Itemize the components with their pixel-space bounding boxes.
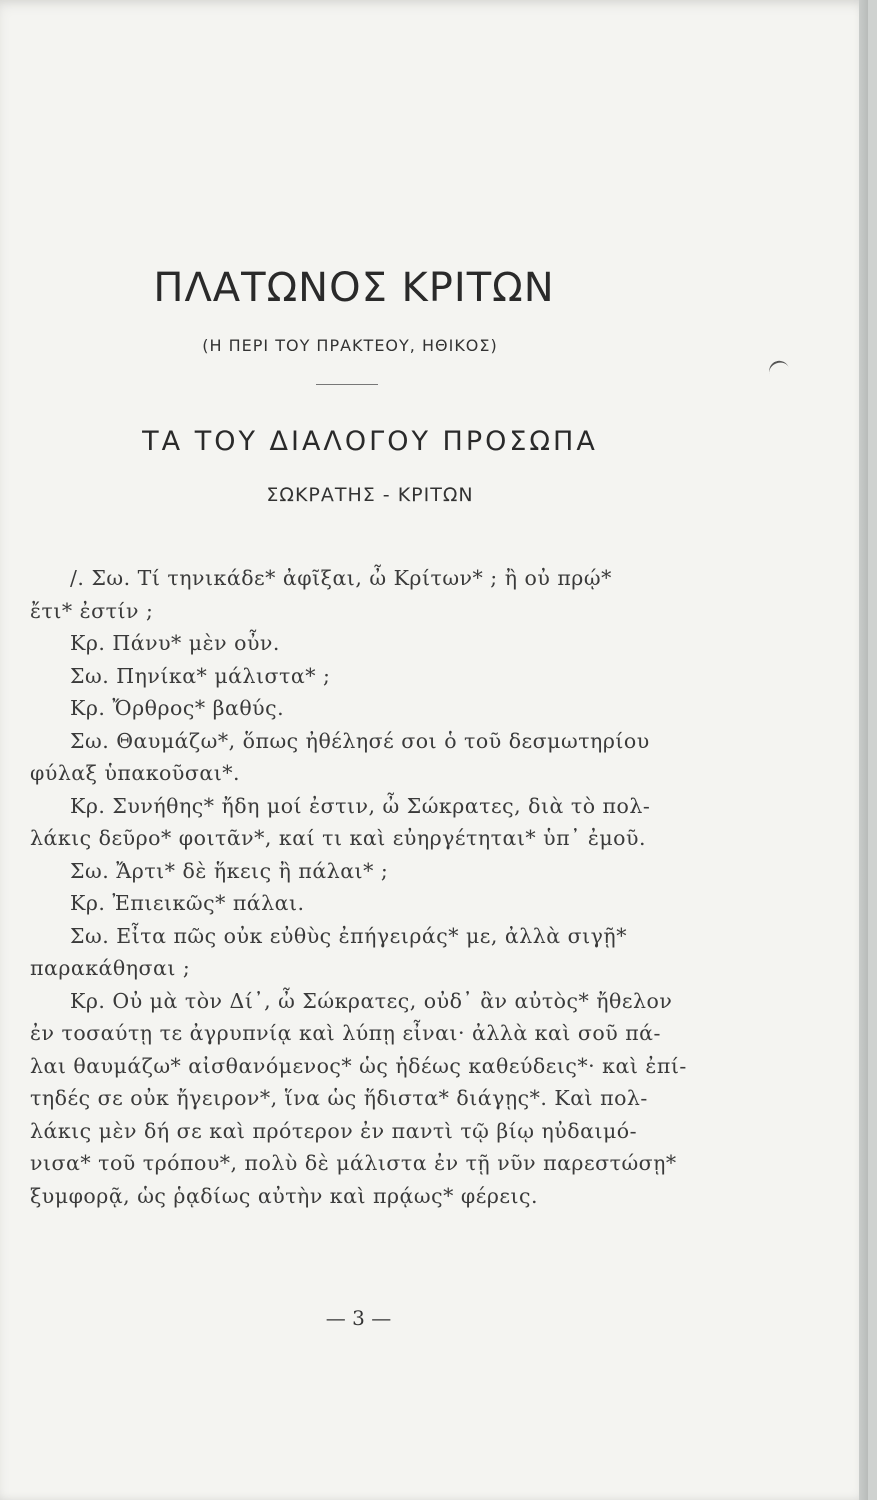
text-line: νισα* τοῦ τρόπου*, πολὺ δὲ μάλιστα ἐν τῇ νῦν παρεστώσῃ* (30, 1151, 677, 1175)
text-line: ἔτι* ἐστίν ; (30, 598, 154, 623)
text-line: ξυμφορᾷ, ὡς ῥᾳδίως αὐτὴν καὶ πρᾴως* φέρεις. (30, 1183, 539, 1208)
persons-heading: ΤΑ ΤΟΥ ΔΙΑΛΟΓΟΥ ΠΡΟΣΩΠΑ (142, 426, 598, 457)
page-edge (859, 0, 868, 1500)
text-line: τηδές σε οὐκ ἤγειρον*, ἵνα ὡς ἥδιστα* διάγῃς*. Καὶ πολ- (30, 1086, 648, 1110)
text-line: Σω. Θαυμάζω*, ὅπως ἠθέλησέ σοι ὁ τοῦ δεσμωτηρίου (70, 728, 650, 753)
ink-mark (767, 358, 790, 376)
text-line: λάκις δεῦρο* φοιτᾶν*, καί τι καὶ εὐηργέτηται* ὑπ᾽ ἐμοῦ. (30, 826, 646, 850)
dialogue-text (30, 562, 710, 1212)
text-line: λάκις μὲν δή σε καὶ πρότερον ἐν παντὶ τῷ βίῳ ηὐδαιμό- (30, 1118, 638, 1143)
text-line: Σω. Πηνίκα* μάλιστα* ; (70, 663, 331, 688)
page-number: — 3 — (325, 1306, 392, 1330)
text-line: Κρ. Πάνυ* μὲν οὖν. (70, 631, 280, 655)
persons-names: ΣΩΚΡΑΤΗΣ - ΚΡΙΤΩΝ (266, 484, 474, 506)
page-title: ΠΛΑΤΩΝΟΣ ΚΡΙΤΩΝ (153, 265, 555, 311)
text-line: ἐν τοσαύτῃ τε ἀγρυπνίᾳ καὶ λύπῃ εἶναι· ἀλλὰ καὶ σοῦ πά- (30, 1021, 661, 1045)
divider-rule (316, 384, 378, 385)
text-line: Κρ. Οὐ μὰ τὸν Δί᾽, ὦ Σώκρατες, οὐδ᾽ ἂν αὐτὸς* ἤθελον (70, 988, 673, 1013)
text-line: φύλαξ ὑπακοῦσαι*. (30, 761, 240, 785)
text-line: λαι θαυμάζω* αἰσθανόμενος* ὡς ἡδέως καθεύδεις*· καὶ ἐπί- (30, 1053, 687, 1078)
text-line: Κρ. Συνήθης* ἤδη μοί ἐστιν, ὦ Σώκρατες, διὰ τὸ πολ- (70, 793, 651, 818)
text-line: Σω. Ἄρτι* δὲ ἥκεις ἢ πάλαι* ; (70, 858, 389, 883)
text-line: /. Σω. Τί τηνικάδε* ἀφῖξαι, ὦ Κρίτων* ; ἢ οὐ πρῴ* (70, 566, 612, 590)
page-subtitle: (Η ΠΕΡΙ ΤΟΥ ΠΡΑΚΤΕΟΥ, ΗΘΙΚΟΣ) (202, 336, 498, 355)
text-line: Κρ. Ὄρθρος* βαθύς. (70, 696, 285, 720)
text-line: παρακάθησαι ; (30, 956, 191, 980)
text-line: Κρ. Ἐπιεικῶς* πάλαι. (70, 891, 305, 915)
text-line: Σω. Εἶτα πῶς οὐκ εὐθὺς ἐπήγειράς* με, ἀλλὰ σιγῇ* (70, 923, 627, 948)
